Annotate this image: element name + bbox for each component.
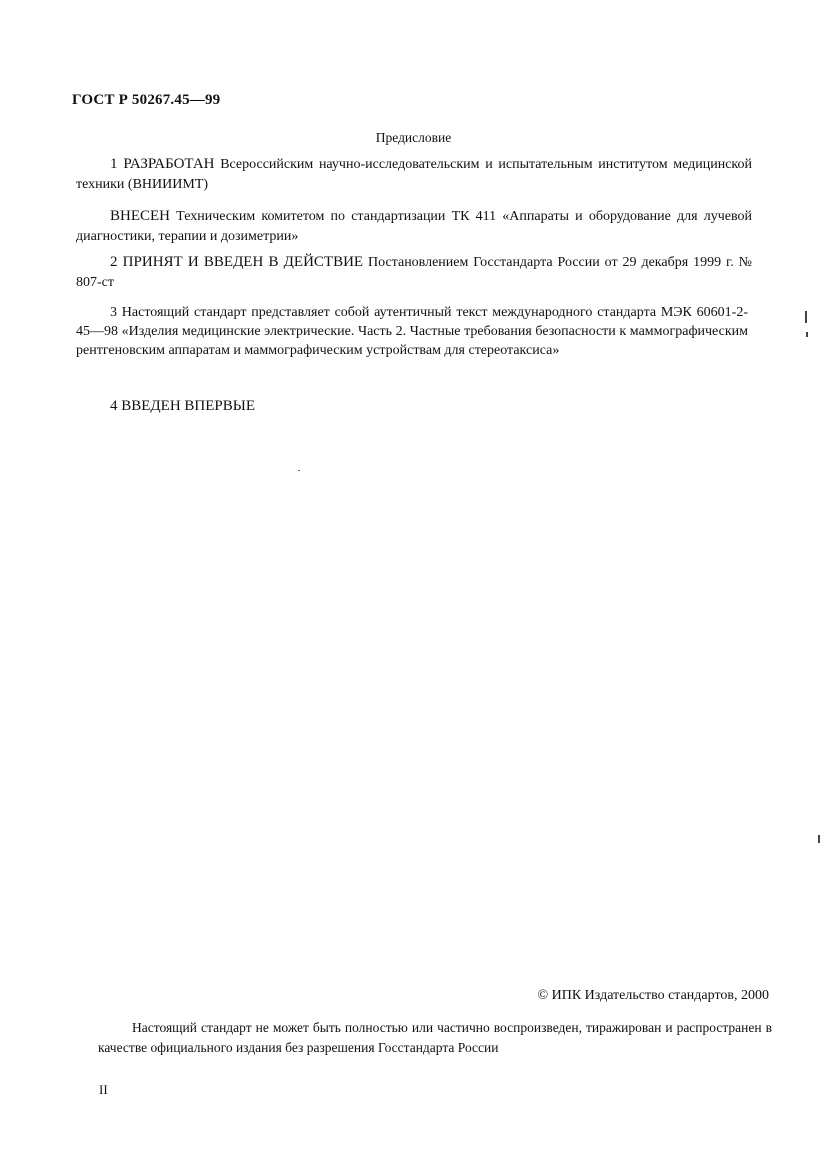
paragraph-introduced-by bbox=[76, 206, 752, 247]
paragraph-text: Всероссийским научно-исследовательским и испытательным институтом медицинской техники (ВНИИИМТ) bbox=[76, 157, 753, 192]
margin-mark bbox=[805, 311, 807, 323]
paragraph-lead: ВНЕСЕН bbox=[110, 208, 170, 224]
page-number: II bbox=[99, 1082, 108, 1097]
foreword-title: Предисловие bbox=[375, 130, 452, 145]
margin-mark bbox=[818, 835, 820, 843]
copyright-line: © ИПК Издательство стандартов, 2000 bbox=[537, 988, 769, 1003]
standard-designation: ГОСТ Р 50267.45—99 bbox=[72, 92, 221, 108]
paragraph-adopted bbox=[76, 252, 752, 293]
scan-speck bbox=[298, 470, 300, 471]
paragraph-authentic-text bbox=[76, 303, 748, 360]
paragraph-first-introduced bbox=[76, 396, 752, 417]
paragraph-text: Постановлением Госстандарта России от 29 декабря 1999 г. № 807-ст bbox=[76, 255, 753, 290]
paragraph-lead: 4 ВВЕДЕН ВПЕРВЫЕ bbox=[110, 398, 255, 414]
reproduction-notice: Настоящий стандарт не может быть полностью или частично воспроизведен, тиражирован и распространен в качестве официального издания без разрешения Госстандарта России bbox=[98, 1020, 772, 1055]
paragraph-text: 3 Настоящий стандарт представляет собой аутентичный текст международного стандарта МЭК 60601-2-45—98 «Изделия медицинские электрические. Часть 2. Частные требования безопасности к маммографическим рентгеновским аппаратам и маммографическим устройствам для стереотаксиса» bbox=[76, 305, 748, 358]
margin-mark bbox=[806, 332, 808, 337]
paragraph-developed-by bbox=[76, 154, 752, 195]
paragraph-text: Техническим комитетом по стандартизации ТК 411 «Аппараты и оборудование для лучевой диагностики, терапии и дозиметрии» bbox=[76, 209, 752, 244]
paragraph-lead: 2 ПРИНЯТ И ВВЕДЕН В ДЕЙСТВИЕ bbox=[110, 254, 364, 270]
paragraph-lead: 1 РАЗРАБОТАН bbox=[110, 156, 215, 172]
